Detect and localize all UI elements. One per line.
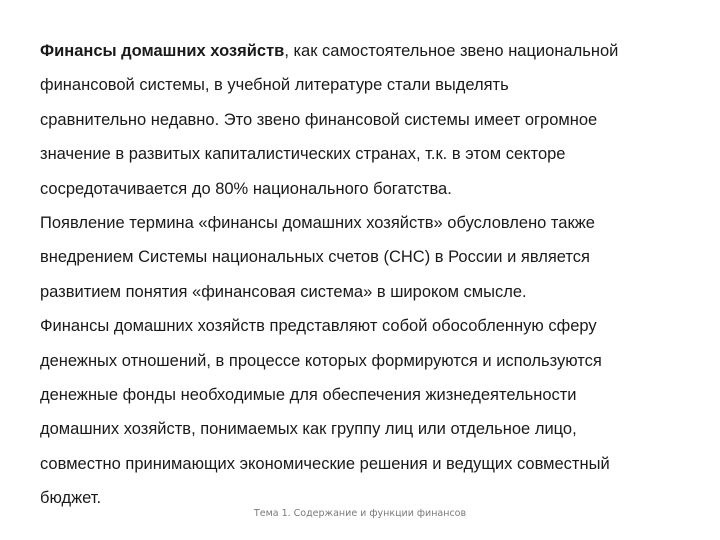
paragraph-definition-importance [40, 34, 690, 206]
slide-body [40, 34, 690, 516]
paragraph-term-origin: Появление термина «финансы домашних хозяйств» обусловлено также внедрением Системы национальных счетов (СНС) в России и является развитием понятия «финансовая система» в широком смысле. [40, 214, 595, 301]
paragraph-definition: Финансы домашних хозяйств представляют собой обособленную сферу денежных отношений, в процессе которых формируются и используются денежные фонды необходимые для обеспечения жизнедеятельности домашних хозяйств, понимаемых как группу лиц или отдельное лицо, совместно принимающих экономические решения и ведущих совместный бюджет. [40, 317, 610, 508]
slide-footer: Тема 1. Содержание и функции финансов [253, 508, 467, 519]
term-household-finance: Финансы домашних хозяйств [40, 42, 285, 60]
paragraph-1-text: , как самостоятельное звено национальной финансовой системы, в учебной литературе стали выделять сравнительно недавно. Это звено финансовой системы имеет огромное значение в развитых капиталистических странах, т.к. в этом секторе сосредотачивается до 80% национального богатства. [40, 42, 619, 198]
